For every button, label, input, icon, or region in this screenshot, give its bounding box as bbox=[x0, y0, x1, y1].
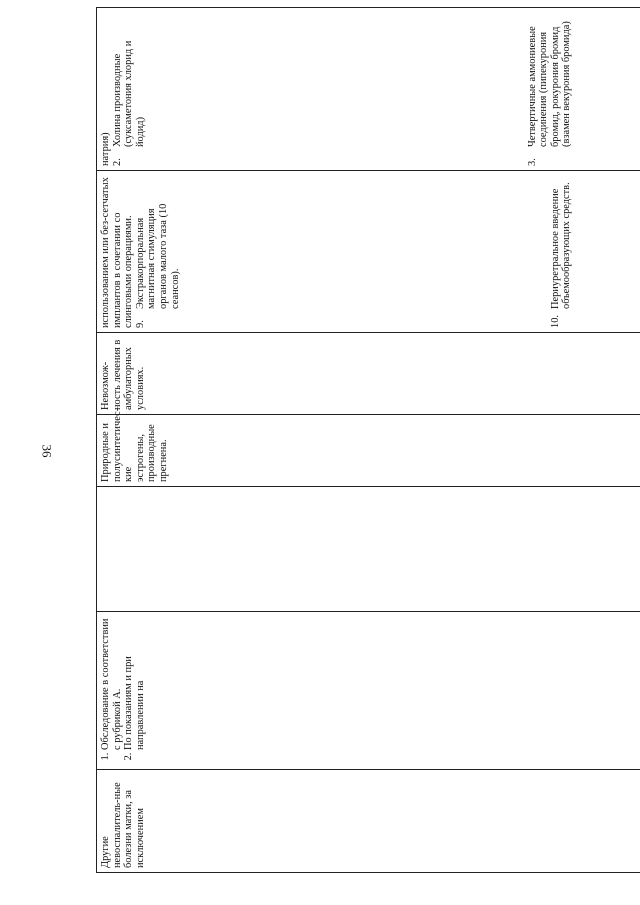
page-number: 36 bbox=[39, 444, 55, 458]
list-item bbox=[112, 12, 527, 166]
list-item: 1. Обследование в соответствии с рубрикой А. bbox=[100, 616, 123, 750]
list-item bbox=[527, 12, 640, 166]
list-number: 2. bbox=[111, 158, 123, 166]
hospitalization-criteria-cell: Невозмож-ность лечения в амбулаторных условиях. bbox=[97, 333, 640, 415]
list-item bbox=[550, 175, 640, 328]
procedures-list bbox=[135, 175, 640, 328]
list-number: 3. bbox=[526, 158, 538, 166]
rotated-table-stage bbox=[96, 8, 608, 873]
list-text: Холина производные (суксаметония хлорид и йодид) bbox=[111, 40, 146, 147]
list-text: Периуретральное введение объемообразующих средств. bbox=[549, 182, 573, 309]
treatment-table bbox=[96, 7, 640, 873]
empty-cell bbox=[97, 487, 640, 612]
drugs-cell: Природные и полусинтетичес-кие эстрогены, производные прегнена. bbox=[97, 415, 640, 487]
list-text: Четвертичные аммониевые соединения (пипекурония бромид, рокурония бромид (взамен векурония бромида) bbox=[526, 21, 573, 147]
list-item bbox=[135, 175, 550, 328]
procedures-lead: использованием или без-сетчатых имплантов в сочетании со слинговыми операциями. bbox=[100, 177, 135, 328]
list-number: 10. bbox=[549, 315, 561, 328]
anesthesia-lead: натрия) bbox=[100, 132, 111, 166]
list-number: 9. bbox=[134, 320, 146, 328]
list-item: 2. По показаниям и при направлении на bbox=[123, 616, 146, 750]
procedures-cell bbox=[97, 171, 640, 333]
anesthesia-cell bbox=[97, 8, 640, 171]
list-text: Экстракорпоральная магнитная стимуляция органов малого таза (10 сеансов). bbox=[134, 203, 181, 309]
anesthesia-list bbox=[112, 12, 640, 166]
examination-cell bbox=[97, 612, 640, 770]
table-row bbox=[97, 8, 640, 873]
diagnosis-cell: Другие невоспалитель-ные болезни матки, за исключением bbox=[97, 770, 640, 873]
